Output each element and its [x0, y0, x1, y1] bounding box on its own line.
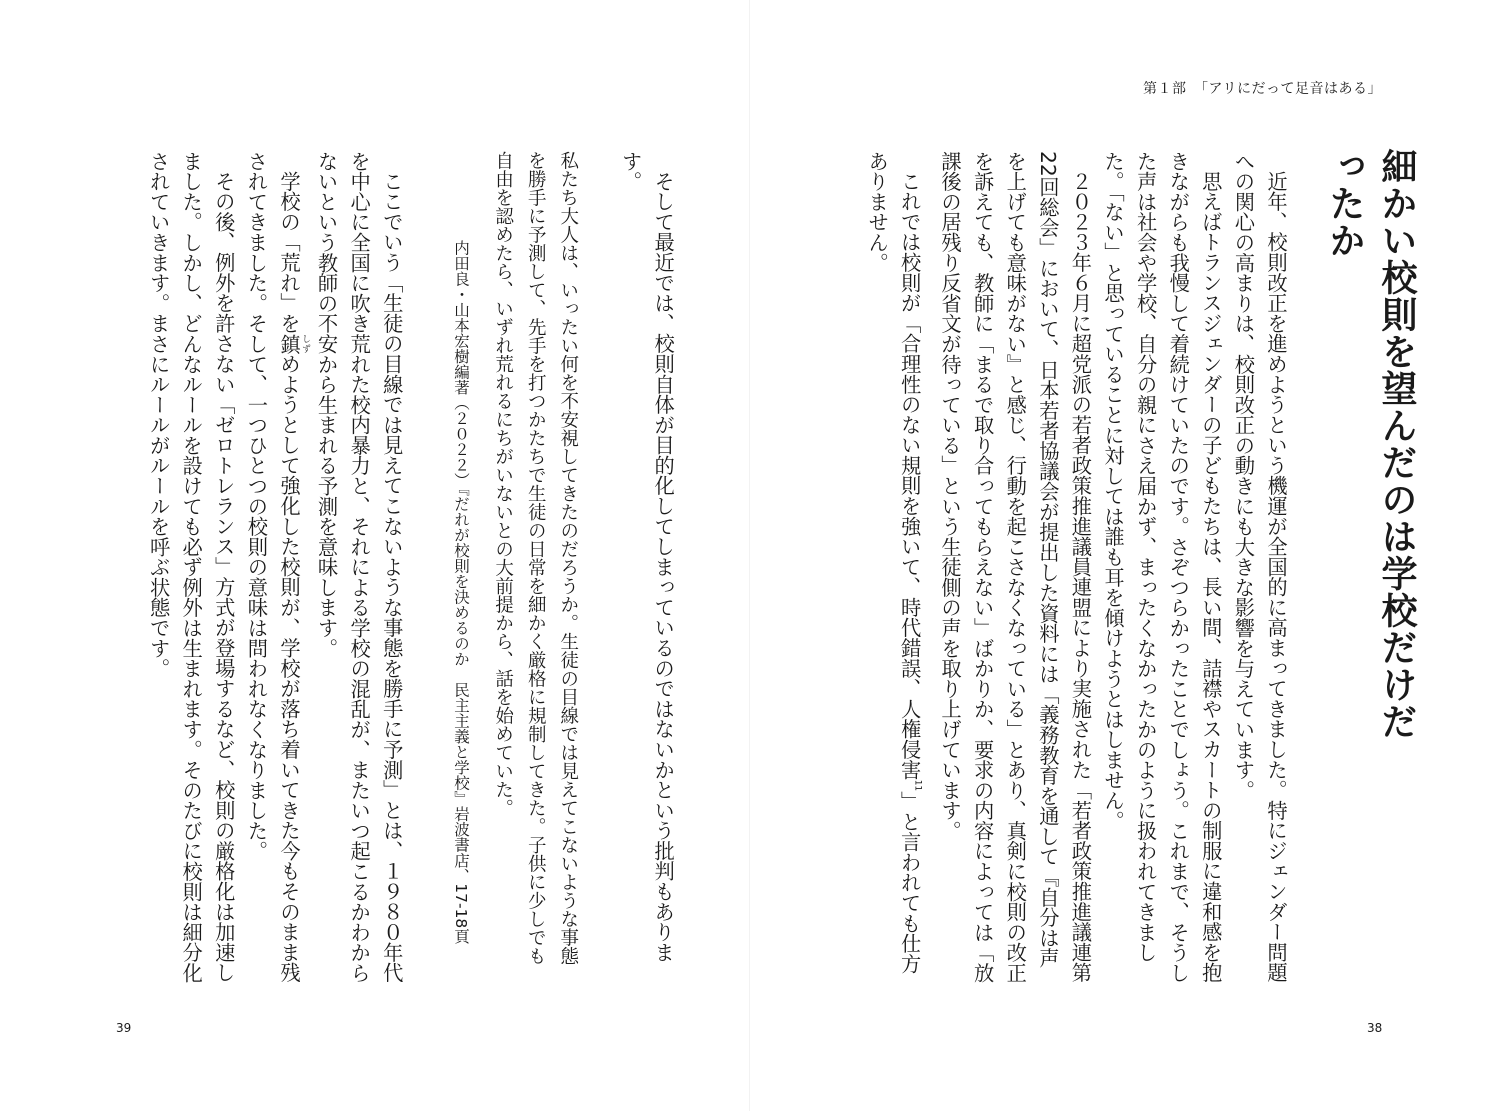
paragraph: その後、例外を許さない「ゼロトレランス」方式が登場するなど、校則の厳格化は加速しました。しかし、どんなルールを設けても必ず例外は生まれます。そのたびに校則は細分化されていきます。まさにルールがルールを呼ぶ状態です。	[146, 151, 236, 983]
paragraph: 近年、校則改正を進めようという機運が全国的に高まってきました。特にジェンダー問題への関心の高まりは、校則改正の動きにも大きな影響を与えています。	[1231, 151, 1288, 983]
quote-text: 私たち大人は、いったい何を不安視してきたのだろうか。生徒の目線では見えてこないような事態を勝手に予測して、先手を打つかたちで生徒の日常を細かく厳格に規制してきた。子供に少しでも自由を認めたら、いずれ荒れるにちがいないとの大前提から、話を始めていた。	[492, 151, 579, 965]
paragraph: ここでいう「生徒の目線では見えてこないような事態を勝手に予測」とは、１９８０年代を中心に全国に吹き荒れた校内暴力と、それによる学校の混乱が、またいつ起こるかわからないという教師の不安から生まれる予測を意味します。	[314, 151, 404, 983]
paragraph-text: ２０２３年６月に超党派の若者政策推進議員連盟により実施された「若者政策推進議連第22回総会」において、日本若者協議会が提出した資料には「義務教育を通して『自分は声を上げても意味がない』と感じ、行動を起こさなくなっている」とあり、真剣に校則の改正を訴えても、教師に「まるで取り合ってもらえない」ばかりか、要求の内容によっては「放課後の居残り反省文が待っている」という生徒側の声を取り上げています。	[938, 151, 1093, 983]
quote-citation: 内田良・山本宏樹編著（２０２２）『だれが校則を決めるのか 民主主義と学校』岩波書店、17‐18頁	[452, 240, 470, 944]
ruby-annotation	[276, 333, 310, 354]
paragraph: 思えばトランスジェンダーの子どもたちは、長い間、詰襟やスカートの制服に違和感を抱きながらも我慢して着続けていたのです。さぞつらかったことでしょう。これまで、そうした声は社会や学校、自分の親にさえ届かず、まったくなかったかのように扱われてきました。「ない」と思っているこ​とに対しては誰も耳を傾けようとはしません。	[1101, 151, 1223, 983]
footnote-marker: 11	[912, 780, 923, 792]
lead-paragraph	[614, 151, 679, 983]
paragraph-text: めようとして強化した校則が、学校が落ち着いてきた今もそのまま残されてきました。そして、一つひとつの校則の意味は問われなくなりました。	[244, 151, 301, 983]
ruby-reading: しず	[299, 333, 310, 354]
paragraph-text: 学校の「荒れ」を	[276, 171, 301, 334]
paragraph	[933, 151, 1096, 983]
page-gutter	[749, 0, 750, 1111]
section-heading: 細かい校則を望んだのは学校だけだったか	[1324, 148, 1417, 740]
paragraph	[861, 151, 934, 983]
paragraph-text: これでは校則が「合理性のない規則を強いて、時代錯誤、人権侵害	[897, 171, 922, 780]
paragraph	[240, 151, 310, 983]
left-page-body	[142, 151, 408, 983]
page-number-right: 38	[1367, 1021, 1383, 1035]
paragraph-text: 」と言われても仕方ありません。	[865, 151, 922, 975]
running-head: 第１部 「アリにだって足音はある」	[1143, 81, 1382, 97]
right-page-body	[837, 151, 1292, 983]
block-quote	[486, 151, 584, 983]
paragraph: そして最近では、校則自体が目的化してしまっているのではないかという批判もあります。	[618, 151, 676, 963]
ruby-base: 鎮	[276, 333, 301, 354]
page-number-left: 39	[116, 1021, 132, 1035]
